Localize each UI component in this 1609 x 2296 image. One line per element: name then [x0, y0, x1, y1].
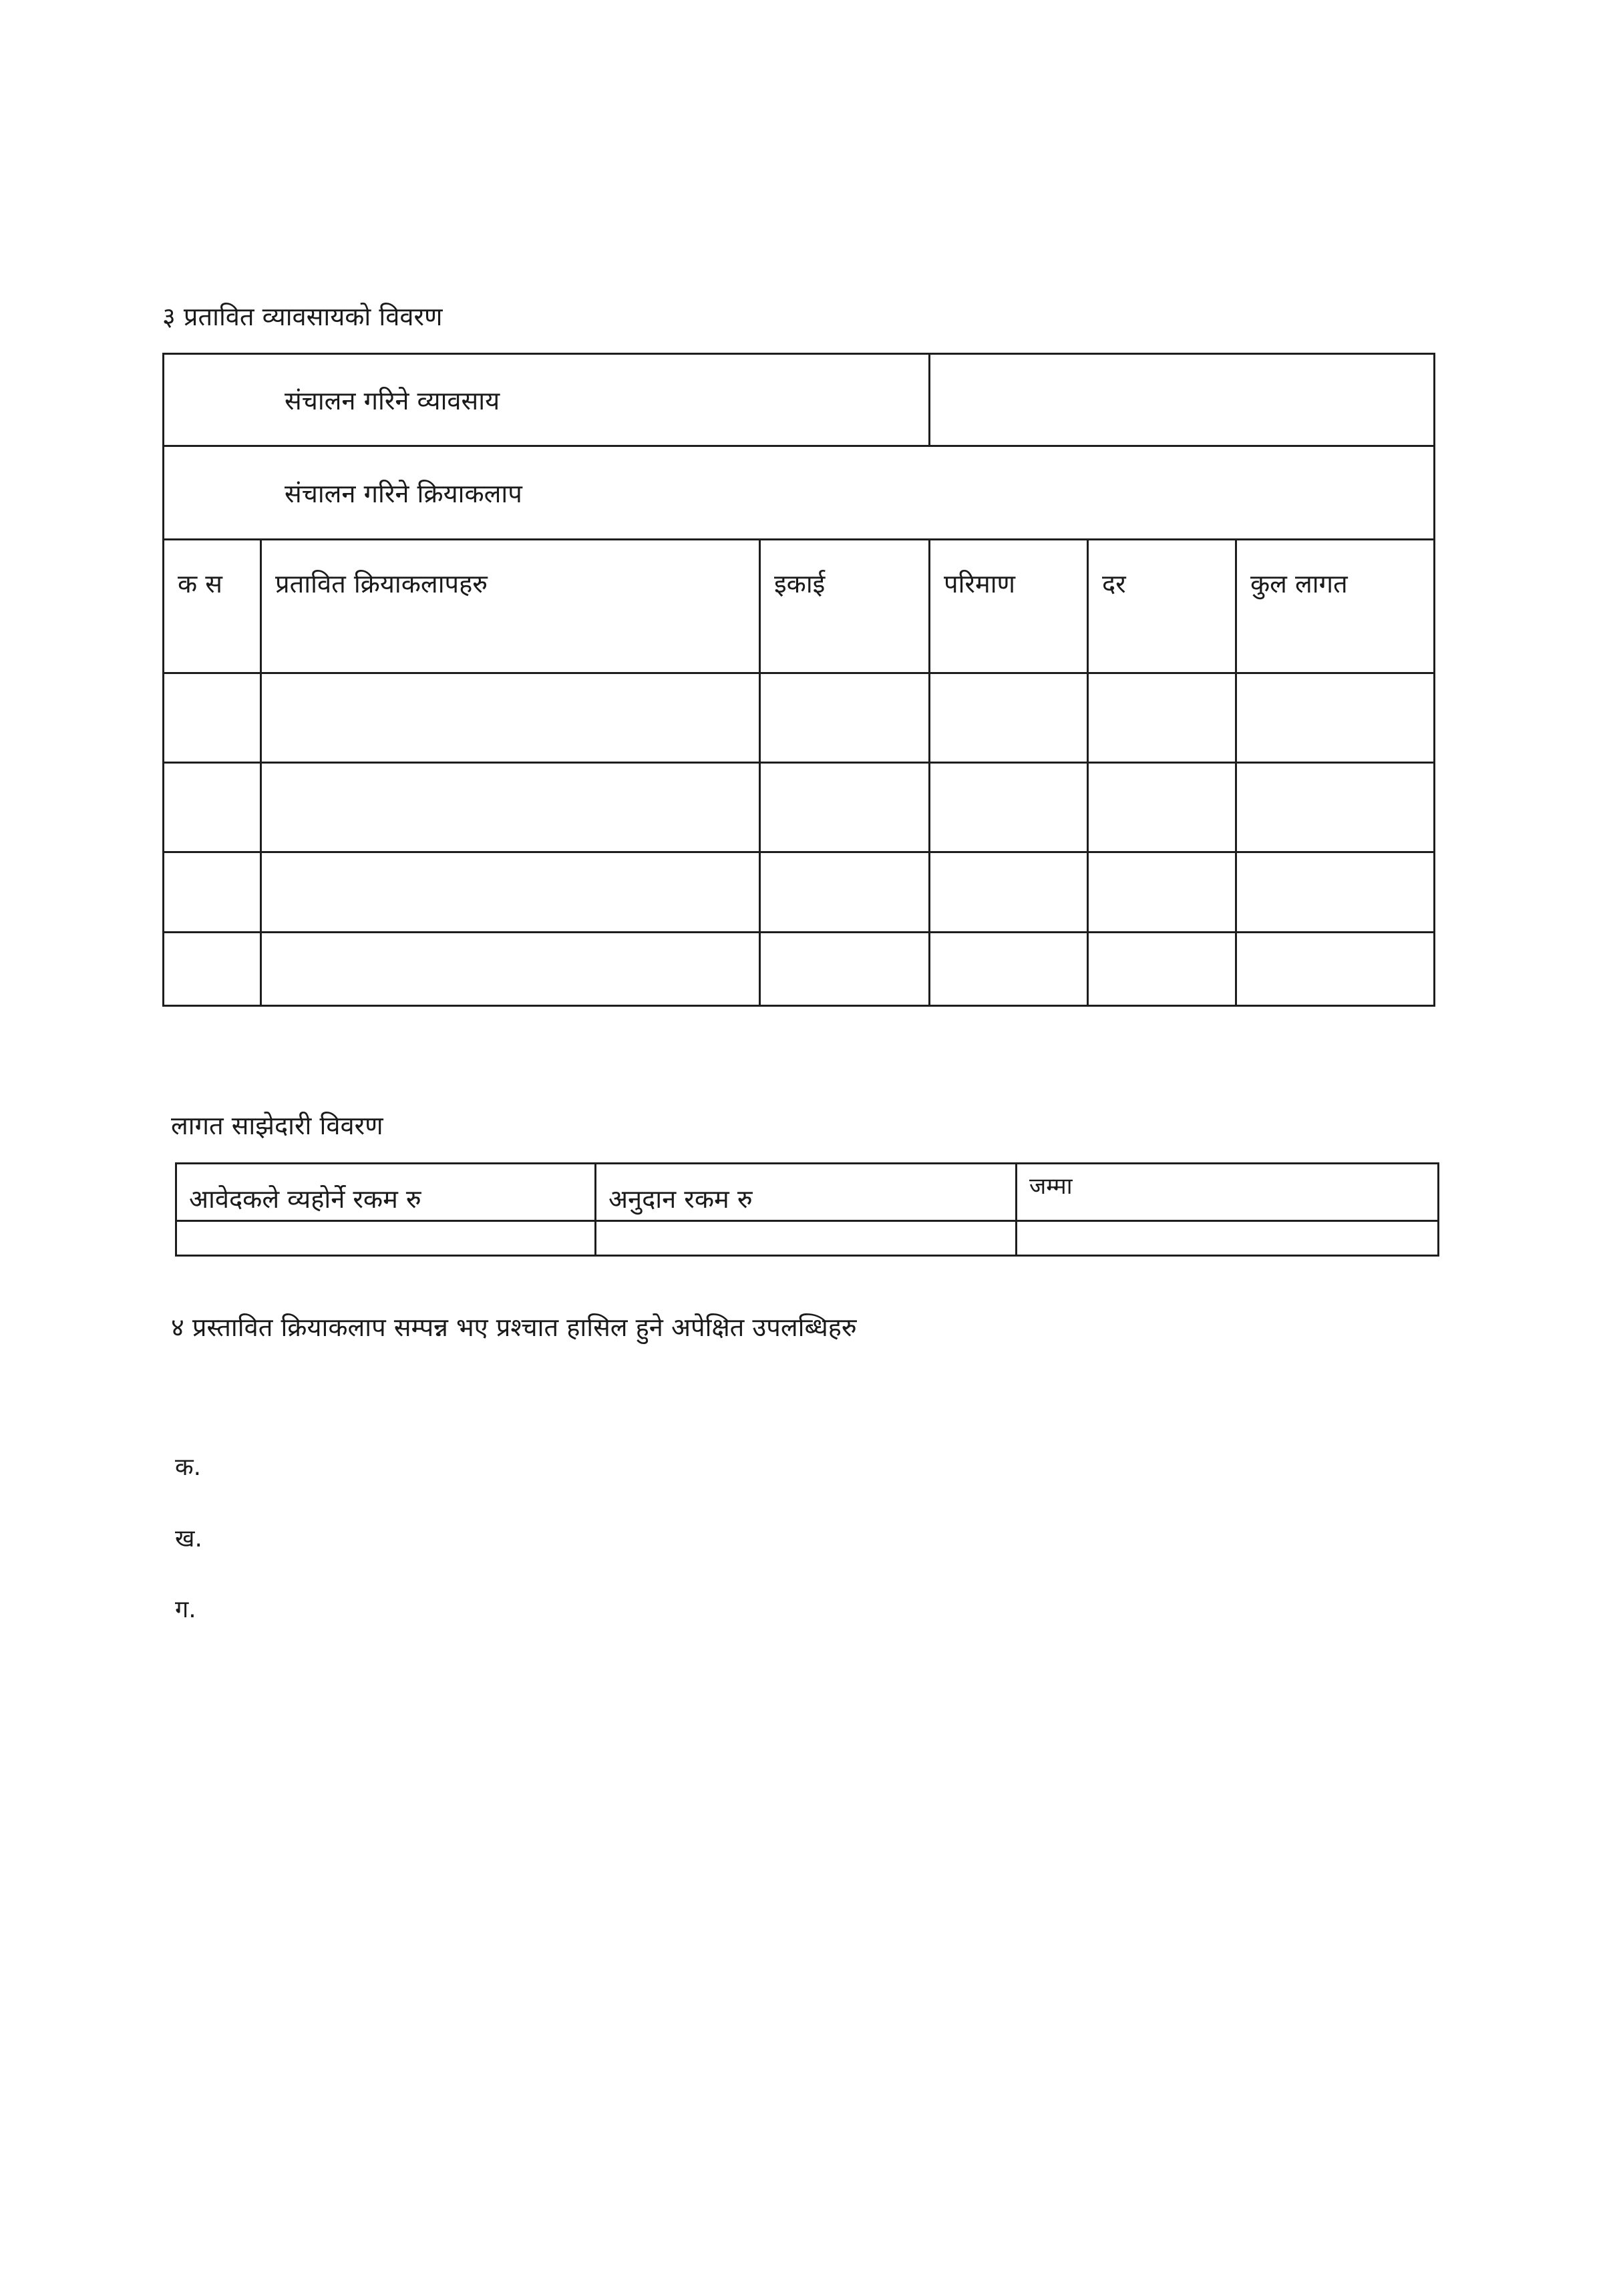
table-cell[interactable]: [261, 933, 760, 1006]
table-cell[interactable]: [1236, 852, 1435, 933]
applicant-amount-cell[interactable]: [176, 1221, 596, 1256]
table-cell[interactable]: [1088, 763, 1236, 852]
grant-amount-cell[interactable]: [596, 1221, 1017, 1256]
table-cell[interactable]: [760, 933, 930, 1006]
table-cell[interactable]: [930, 933, 1088, 1006]
table-cell[interactable]: [1236, 763, 1435, 852]
table-cell[interactable]: [1088, 933, 1236, 1006]
cost-sharing-header-row: [176, 1164, 1439, 1221]
col-header-activities: प्रतावित क्रियाकलापहरु: [261, 540, 760, 673]
table-cell[interactable]: [1088, 673, 1236, 763]
table-row: [164, 763, 1435, 852]
business-value-cell[interactable]: [930, 354, 1435, 446]
table-cell[interactable]: [1236, 933, 1435, 1006]
table-cell[interactable]: [164, 763, 261, 852]
list-item: क.: [175, 1454, 202, 1481]
col-header-total: जम्मा: [1017, 1164, 1439, 1221]
table-cell[interactable]: [261, 673, 760, 763]
list-item: ख.: [175, 1525, 202, 1552]
table-row: [164, 852, 1435, 933]
business-label: संचालन गरिने व्यावसाय: [164, 354, 930, 446]
col-header-grant-amount: अनुदान रकम रु: [596, 1164, 1017, 1221]
table-cell[interactable]: [164, 673, 261, 763]
section-4-heading: ४ प्रस्तावित क्रियाकलाप सम्पन्न भए प्रश्चात हासिल हुने अपेक्षित उपलब्धिहरु: [171, 1313, 857, 1342]
table-row: [164, 673, 1435, 763]
table-cell[interactable]: [1236, 673, 1435, 763]
table-cell[interactable]: [261, 763, 760, 852]
col-header-rate: दर: [1088, 540, 1236, 673]
table-cell[interactable]: [1088, 852, 1236, 933]
table-cell[interactable]: [261, 852, 760, 933]
table-cell[interactable]: [930, 763, 1088, 852]
table-cell[interactable]: [164, 933, 261, 1006]
col-header-applicant-amount: आवेदकले व्यहोर्ने रकम रु: [176, 1164, 596, 1221]
table-cell[interactable]: [164, 852, 261, 933]
section-3-heading: ३ प्रतावित व्यावसायको विवरण: [162, 302, 443, 331]
table-cell[interactable]: [760, 852, 930, 933]
col-header-unit: इकाई: [760, 540, 930, 673]
col-header-total-cost: कुल लागत: [1236, 540, 1435, 673]
col-header-quantity: परिमाण: [930, 540, 1088, 673]
table-row: [176, 1221, 1439, 1256]
col-header-serial: क स: [164, 540, 261, 673]
table-row: [164, 933, 1435, 1006]
cost-sharing-table: [175, 1162, 1439, 1257]
cost-sharing-heading: लागत साझेदारी विवरण: [171, 1111, 383, 1140]
table-cell[interactable]: [930, 852, 1088, 933]
activity-row: [164, 446, 1435, 540]
proposed-business-table: [162, 353, 1435, 1007]
business-row: [164, 354, 1435, 446]
activity-header-row: [164, 540, 1435, 673]
list-item: ग.: [175, 1596, 196, 1623]
table-cell[interactable]: [930, 673, 1088, 763]
table-cell[interactable]: [760, 673, 930, 763]
activity-label: संचालन गरिने क्रियाकलाप: [164, 446, 1435, 540]
table-cell[interactable]: [760, 763, 930, 852]
total-amount-cell[interactable]: [1017, 1221, 1439, 1256]
